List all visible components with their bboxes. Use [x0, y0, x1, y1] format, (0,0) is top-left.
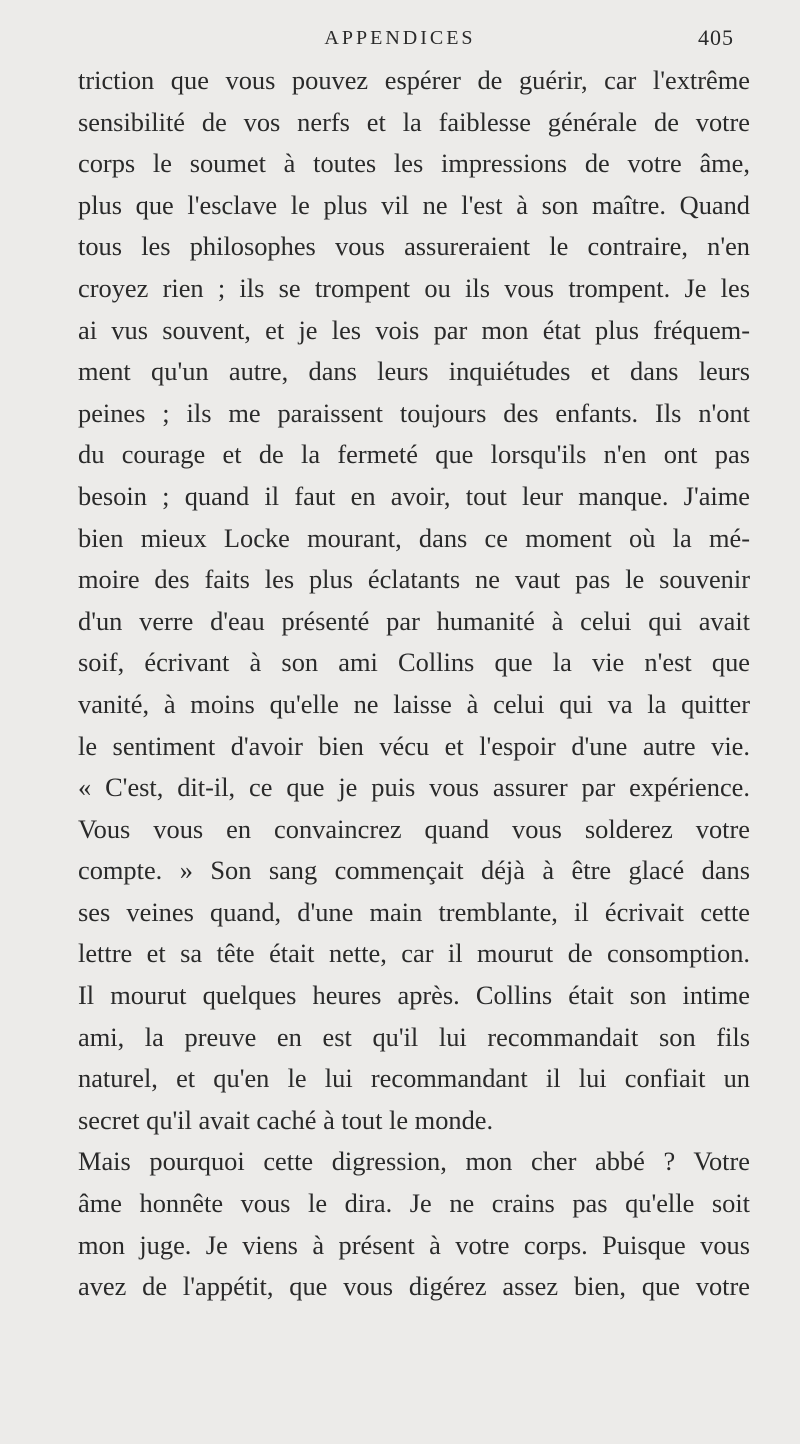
page-number: 405 — [698, 25, 734, 50]
text-line: sensibilité de vos nerfs et la faiblesse générale de votre — [78, 106, 750, 137]
text-line: âme honnête vous le dira. Je ne crains pas qu'elle soit — [78, 1188, 750, 1219]
text-line: compte. » Son sang commençait déjà à être glacé dans — [78, 855, 750, 886]
text-line: ses veines quand, d'une main tremblante, il écrivait cette — [78, 896, 750, 927]
text-line: Vous vous en convaincrez quand vous solderez votre — [78, 813, 750, 844]
text-line: croyez rien ; ils se trompent ou ils vous trompent. Je les — [78, 272, 750, 303]
text-line: soif, écrivant à son ami Collins que la vie n'est que — [78, 647, 750, 678]
text-line: ment qu'un autre, dans leurs inquiétudes et dans leurs — [78, 356, 750, 387]
text-line: besoin ; quand il faut en avoir, tout leur manque. J'aime — [78, 480, 750, 511]
text-line: d'un verre d'eau présenté par humanité à celui qui avait — [78, 605, 750, 636]
text-line: triction que vous pouvez espérer de guérir, car l'extrême — [78, 65, 750, 95]
text-line: plus que l'esclave le plus vil ne l'est à son maître. Quand — [78, 189, 750, 220]
text-line: « C'est, dit-il, ce que je puis vous assurer par expérience. — [78, 772, 750, 803]
text-line: ai vus souvent, et je les vois par mon état plus fréquem- — [78, 314, 750, 345]
text-line: Il mourut quelques heures après. Collins était son intime — [78, 980, 750, 1011]
paragraph-end-line: secret qu'il avait caché à tout le monde. — [78, 1104, 494, 1135]
text-line: mon juge. Je viens à présent à votre corps. Puisque vous — [78, 1229, 750, 1260]
running-head — [0, 22, 800, 54]
text-line: vanité, à moins qu'elle ne laisse à celui qui va la quitter — [78, 688, 750, 719]
text-line: bien mieux Locke mourant, dans ce moment où la mé- — [78, 522, 750, 553]
body-text — [78, 60, 750, 1308]
text-line: naturel, et qu'en le lui recommandant il lui confiait un — [78, 1063, 750, 1094]
text-line: Mais pourquoi cette digression, mon cher abbé ? Votre — [78, 1146, 750, 1177]
text-line: du courage et de la fermeté que lorsqu'ils n'en ont pas — [78, 439, 750, 470]
text-line: corps le soumet à toutes les impressions de votre âme, — [78, 148, 750, 179]
text-line: ami, la preuve en est qu'il lui recommandait son fils — [78, 1021, 750, 1052]
running-title: APPENDICES — [324, 27, 476, 49]
text-line: tous les philosophes vous assureraient le contraire, n'en — [78, 231, 750, 262]
text-line: le sentiment d'avoir bien vécu et l'espoir d'une autre vie. — [78, 730, 750, 761]
text-line: peines ; ils me paraissent toujours des enfants. Ils n'ont — [78, 397, 750, 428]
text-line: lettre et sa tête était nette, car il mourut de consomption. — [78, 938, 750, 969]
text-line: avez de l'appétit, que vous digérez assez bien, que votre — [78, 1271, 750, 1302]
text-line: moire des faits les plus éclatants ne vaut pas le souvenir — [78, 564, 750, 595]
